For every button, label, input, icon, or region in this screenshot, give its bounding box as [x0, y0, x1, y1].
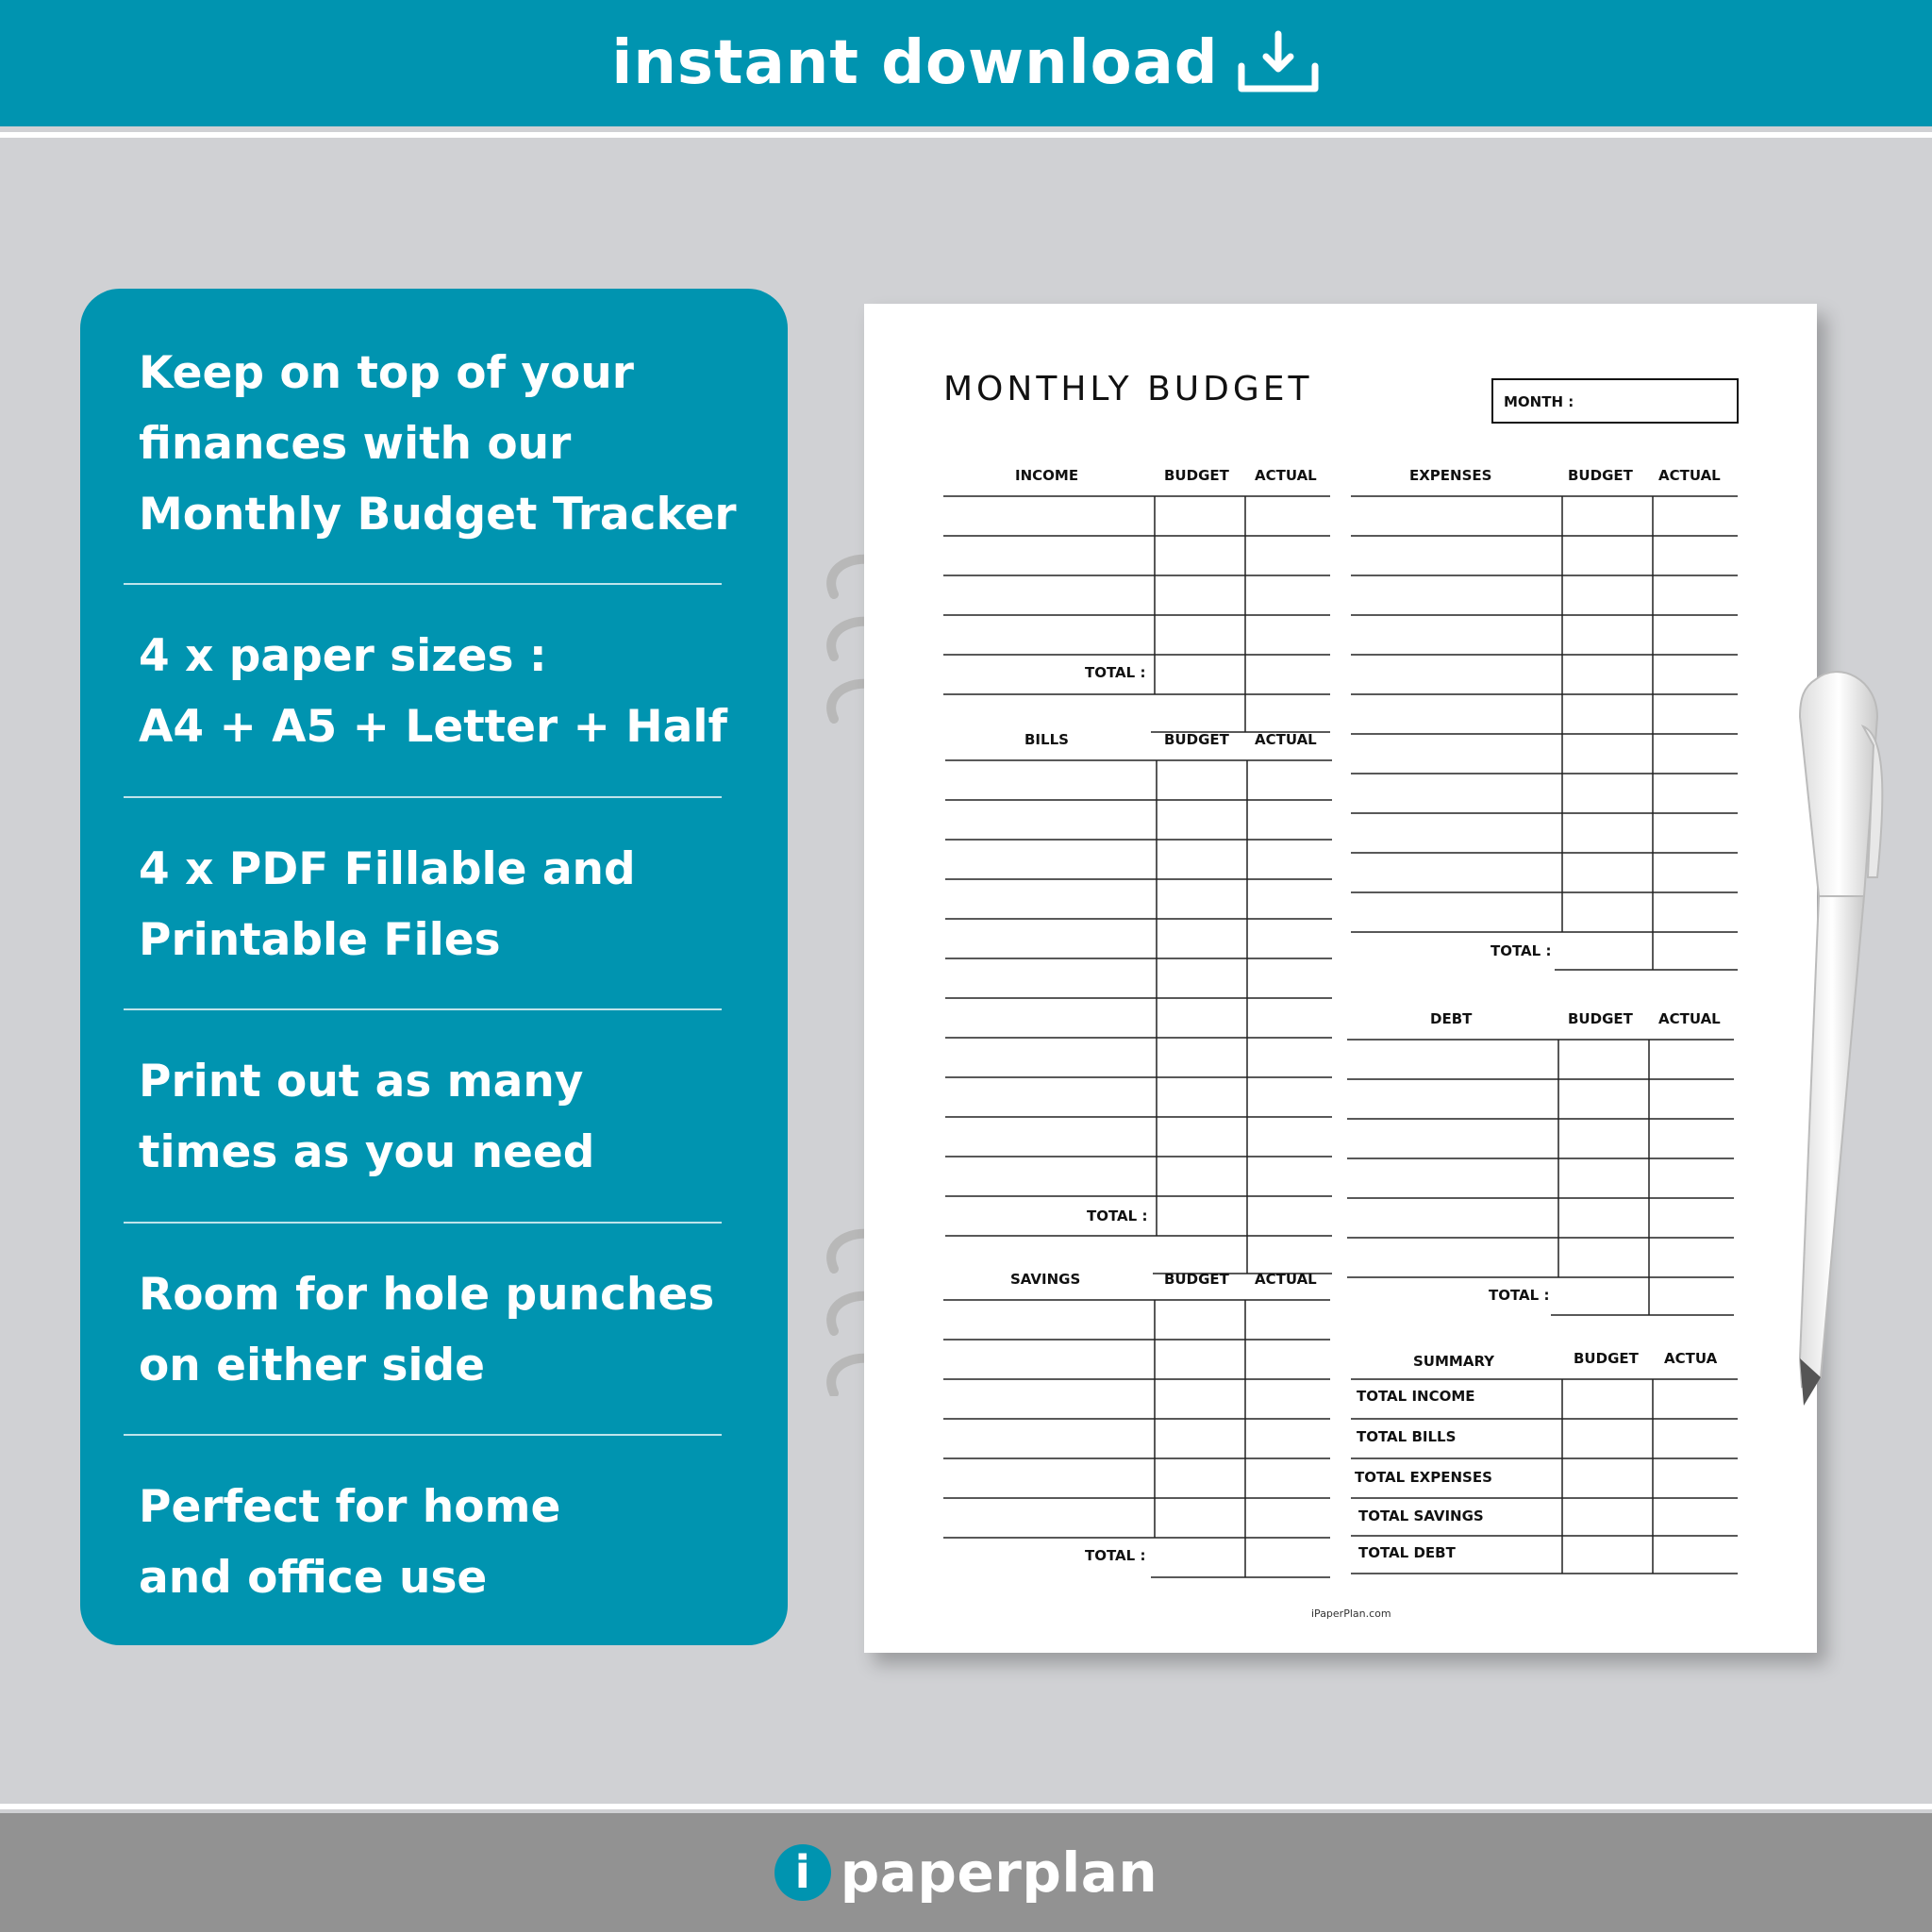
budget-sheet-art — [864, 304, 1817, 1653]
column-actual: ACTUAL — [1255, 467, 1317, 484]
divider — [124, 1434, 722, 1436]
feature-item: 4 x paper sizes : A4 + A5 + Letter + Half — [139, 630, 727, 753]
bills-heading: BILLS — [1024, 731, 1069, 748]
expenses-heading: EXPENSES — [1409, 467, 1492, 484]
column-budget: BUDGET — [1164, 731, 1229, 748]
column-budget: BUDGET — [1568, 467, 1633, 484]
column-budget: BUDGET — [1164, 1271, 1229, 1288]
header-text: instant download — [611, 28, 1219, 98]
divider — [124, 796, 722, 798]
summary-row-label: TOTAL DEBT — [1358, 1544, 1456, 1561]
brand-name: paperplan — [840, 1840, 1158, 1905]
summary-row-label: TOTAL SAVINGS — [1358, 1507, 1484, 1524]
pen-icon — [1698, 660, 1887, 1415]
column-actual: ACTUAL — [1658, 1010, 1721, 1027]
total-label: TOTAL : — [1491, 942, 1552, 959]
total-label: TOTAL : — [1489, 1287, 1550, 1304]
summary-row-label: TOTAL EXPENSES — [1355, 1469, 1492, 1486]
feature-item: Keep on top of your finances with our Monthly Budget Tracker — [139, 347, 737, 541]
total-label: TOTAL : — [1085, 1547, 1146, 1564]
feature-item: Print out as many times as you need — [139, 1056, 595, 1178]
divider — [124, 583, 722, 585]
header-banner — [0, 0, 1932, 126]
savings-heading: SAVINGS — [1010, 1271, 1081, 1288]
feature-item: 4 x PDF Fillable and Printable Files — [139, 843, 636, 966]
divider — [124, 1222, 722, 1224]
summary-row-label: TOTAL INCOME — [1357, 1388, 1475, 1405]
divider — [124, 1008, 722, 1010]
total-label: TOTAL : — [1085, 664, 1146, 681]
column-actual: ACTUAL — [1255, 1271, 1317, 1288]
download-icon — [1236, 30, 1321, 96]
column-actual: ACTUA — [1664, 1350, 1718, 1367]
feature-item: Perfect for home and office use — [139, 1481, 561, 1604]
summary-heading: SUMMARY — [1413, 1353, 1495, 1370]
feature-panel — [80, 289, 788, 1645]
sheet-grid-lines — [943, 496, 1738, 1577]
total-label: TOTAL : — [1087, 1208, 1148, 1224]
month-label: MONTH : — [1504, 393, 1574, 410]
income-heading: INCOME — [1015, 467, 1079, 484]
column-budget: BUDGET — [1164, 467, 1229, 484]
column-budget: BUDGET — [1568, 1010, 1633, 1027]
column-actual: ACTUAL — [1658, 467, 1721, 484]
logo-mark: i — [774, 1844, 831, 1901]
column-budget: BUDGET — [1574, 1350, 1639, 1367]
debt-heading: DEBT — [1430, 1010, 1473, 1027]
budget-sheet — [864, 304, 1817, 1653]
sheet-title: MONTHLY BUDGET — [943, 370, 1313, 408]
feature-item: Room for hole punches on either side — [139, 1269, 715, 1391]
summary-row-label: TOTAL BILLS — [1357, 1428, 1457, 1445]
brand-footer — [0, 1813, 1932, 1932]
column-actual: ACTUAL — [1255, 731, 1317, 748]
sheet-footer: iPaperPlan.com — [1311, 1607, 1391, 1620]
